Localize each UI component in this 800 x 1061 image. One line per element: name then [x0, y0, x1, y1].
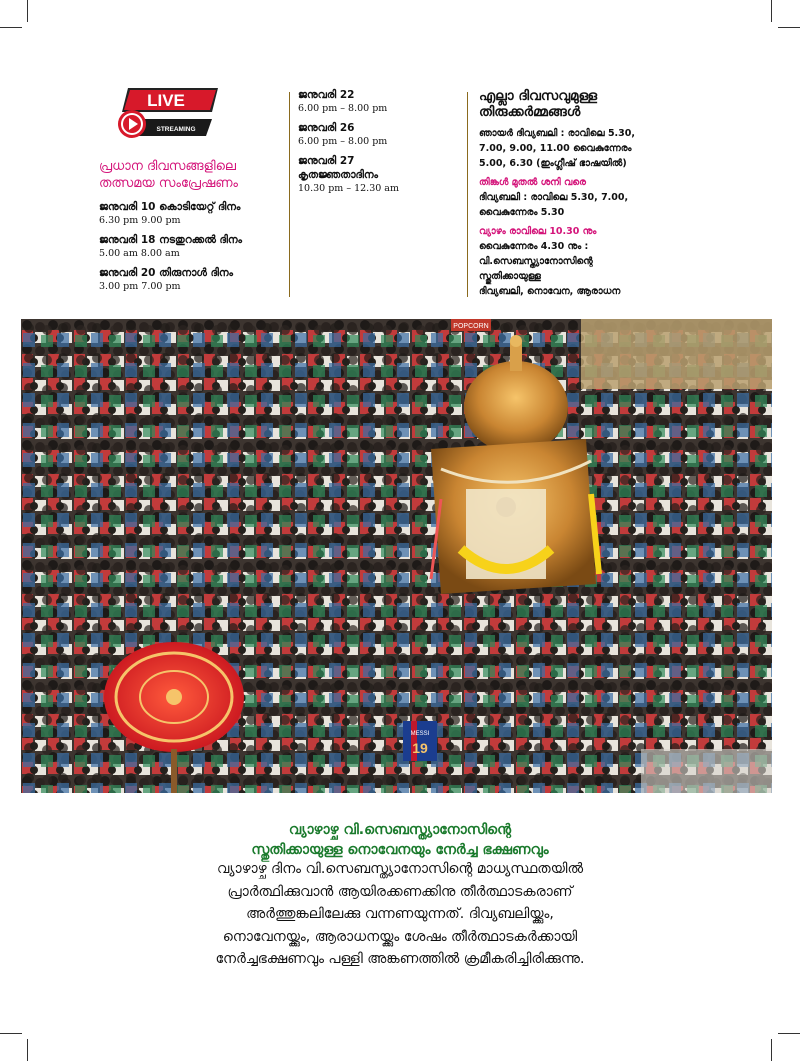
daily-services-heading: [479, 88, 669, 120]
body-line: പ്രാർത്ഥിക്കുവാൻ ആയിരക്കണക്കിനു തീർത്ഥാടകരാണ്: [227, 883, 573, 900]
entry-time: 6.30 pm 9.00 pm: [99, 215, 181, 226]
entry-time: 6.00 pm – 8.00 pm: [298, 103, 388, 114]
body-line: നേർച്ചഭക്ഷണവും പള്ളി അങ്കണത്തിൽ ക്രമീകരിച്ചിരിക്കുന്നു.: [215, 951, 585, 967]
body-paragraph: [100, 858, 700, 971]
body-line: വ്യാഴാഴ്ച ദിനം വി.സെബസ്ത്യാനോസിന്റെ മാധ്യസ്ഥതയിൽ: [216, 861, 584, 877]
sunday-line: 7.00, 9.00, 11.00 വൈകുന്നേരം: [479, 143, 632, 154]
entry-label: ജനുവരി 27: [298, 155, 355, 167]
streaming-text: STREAMING: [156, 126, 196, 133]
entry-label: ജനുവരി 18 നടതുറക്കൽ ദിനം: [99, 234, 243, 246]
heading-line-2: തിരുക്കർമ്മങ്ങൾ: [479, 104, 581, 120]
entry-time: 10.30 pm – 12.30 am: [298, 183, 399, 194]
thursday-line: സ്തുതിക്കായുള്ള: [479, 271, 541, 282]
dates-column: [298, 88, 458, 201]
schedule-entry: [99, 266, 287, 294]
entry-time: 5.00 am 8.00 am: [99, 248, 180, 259]
sunday-line: ഞായർ ദിവ്യബലി : രാവിലെ 5.30,: [479, 128, 635, 139]
heading-line-1: എല്ലാ ദിവസവുമുള്ള: [479, 88, 598, 104]
crop-mark-bottom-left: [27, 1039, 28, 1061]
crop-mark-bottom-left-h: [0, 1033, 22, 1034]
heading-line-2: തത്സമയ സംപ്രേഷണം: [99, 176, 238, 191]
live-schedule-column: [99, 88, 287, 299]
entry-label: ജനുവരി 22: [298, 89, 355, 101]
thursday-line: വൈകുന്നേരം 4.30 നും :: [479, 241, 589, 252]
jersey-number: 19: [412, 740, 428, 756]
heading-line-1: പ്രധാന ദിവസങ്ങളിലെ: [99, 159, 236, 174]
caption-line-2: സ്തുതിക്കായുള്ള നൊവേനയും നേർച്ച ഭക്ഷണവും: [251, 842, 549, 858]
crop-mark-bottom-right-h: [778, 1033, 800, 1034]
entry-label-2: കൃതജ്ഞതാദിനം: [298, 169, 379, 181]
schedule-entry: [298, 121, 458, 149]
schedule-entry: [99, 200, 287, 228]
body-line: നൊവേനയ്ക്കും, ആരാധനയ്ക്കും ശേഷം തീർത്ഥാടകർക്കായി: [222, 928, 578, 945]
divider-line: [289, 92, 290, 297]
crop-mark-top-left: [27, 0, 28, 22]
thursday-line: ദിവ്യബലി, നൊവേന, ആരാധന: [479, 286, 621, 297]
thursday-heading: വ്യാഴം രാവിലെ 10.30 നും: [479, 226, 597, 237]
live-schedule-heading: [99, 158, 287, 192]
schedule-entry: [298, 154, 458, 196]
entry-label: ജനുവരി 26: [298, 122, 355, 134]
weekday-line: വൈകുന്നേരം 5.30: [479, 207, 565, 218]
thursday-line: വി.സെബസ്ത്യാനോസിന്റെ: [479, 256, 593, 267]
photo-caption: [0, 820, 800, 860]
crop-mark-bottom-right: [771, 1039, 772, 1061]
procession-photo: [21, 319, 772, 793]
caption-line-1: വ്യാഴാഴ്ച വി.സെബസ്ത്യാനോസിന്റെ: [288, 822, 512, 838]
sunday-line: 5.00, 6.30 (ഇംഗ്ലീഷ് ഭാഷയിൽ): [479, 158, 627, 169]
entry-time: 3.00 pm 7.00 pm: [99, 281, 181, 292]
entry-label: ജനുവരി 10 കൊടിയേറ്റ് ദിനം: [99, 201, 241, 213]
body-line: അർത്തുങ്കലിലേക്കു വന്നണയുന്നത്. ദിവ്യബലിയ്ക്കും,: [246, 906, 554, 922]
crop-mark-top-right: [771, 0, 772, 22]
divider-line: [467, 92, 468, 297]
crop-mark-top-right-h: [778, 27, 800, 28]
jersey-name: MESSI: [410, 731, 430, 737]
crowd-illustration: [21, 319, 772, 793]
live-text: LIVE: [147, 91, 185, 110]
entry-label: ജനുവരി 20 തിരുനാൾ ദിനം: [99, 267, 234, 279]
weekday-line: ദിവ്യബലി : രാവിലെ 5.30, 7.00,: [479, 192, 629, 203]
schedule-entry: [298, 88, 458, 116]
schedule-entry: [99, 233, 287, 261]
weekday-heading: തിങ്കൾ മുതൽ ശനി വരെ: [479, 177, 586, 188]
crop-mark-top-left-h: [0, 27, 22, 28]
popcorn-sign: POPCORN: [453, 323, 489, 330]
entry-time: 6.00 pm – 8.00 pm: [298, 136, 388, 147]
daily-services-column: [479, 88, 669, 299]
